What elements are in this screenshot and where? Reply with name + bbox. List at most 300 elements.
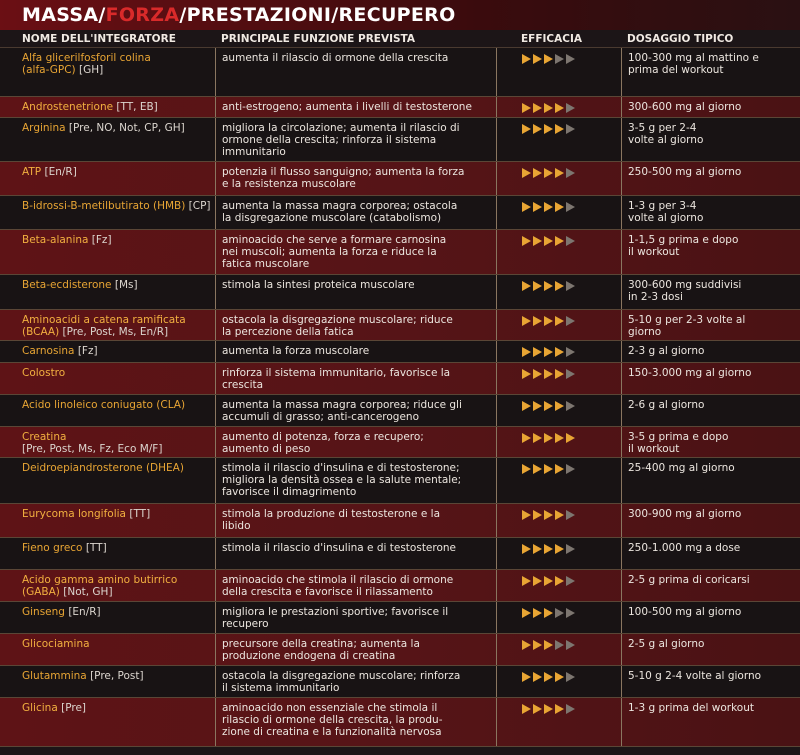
typical-dosage [621, 602, 800, 633]
supplement-tag: [Pre, Post] [90, 670, 144, 682]
function-line: immunitario [222, 146, 286, 159]
arrow-filled-icon [555, 672, 564, 682]
arrow-filled-icon [533, 433, 542, 443]
supplement-tag: [TT] [129, 508, 151, 520]
arrow-filled-icon [533, 608, 542, 618]
dosage-line: 100-300 mg al mattino e [628, 52, 759, 64]
arrow-filled-icon [522, 704, 531, 714]
arrow-empty-icon [555, 54, 564, 64]
function-line: aumento di potenza, forza e recupero; [222, 431, 424, 443]
arrow-filled-icon [555, 510, 564, 520]
efficacy-rating [496, 504, 621, 537]
typical-dosage [621, 458, 800, 503]
table-row [0, 395, 800, 427]
arrow-filled-icon [555, 202, 564, 212]
function-line: potenzia il flusso sanguigno; aumenta la forza [222, 166, 465, 178]
typical-dosage [621, 310, 800, 340]
arrow-filled-icon [555, 704, 564, 714]
arrow-filled-icon [555, 464, 564, 474]
table-row [0, 634, 800, 666]
dosage-line: 100-500 mg al giorno [628, 606, 742, 618]
table-row [0, 341, 800, 363]
arrow-filled-icon [555, 347, 564, 357]
arrow-filled-icon [544, 576, 553, 586]
arrow-filled-icon [555, 544, 564, 554]
arrow-empty-icon [566, 236, 575, 246]
efficacy-rating [496, 196, 621, 229]
arrow-filled-icon [544, 54, 553, 64]
arrow-filled-icon [522, 510, 531, 520]
table-row [0, 666, 800, 698]
table-row [0, 230, 800, 275]
typical-dosage [621, 634, 800, 665]
table-row [0, 570, 800, 602]
supplement-name [0, 666, 215, 697]
typical-dosage [621, 666, 800, 697]
supplement-name-line1: Deidroepiandrosterone (DHEA) [22, 462, 184, 474]
arrow-filled-icon [533, 168, 542, 178]
supplement-name [0, 538, 215, 569]
arrow-filled-icon [533, 576, 542, 586]
supplement-name-line1: Androstenetrione [22, 101, 114, 113]
arrow-filled-icon [533, 369, 542, 379]
function-line: precursore della creatina; aumenta la [222, 638, 420, 650]
arrow-filled-icon [544, 236, 553, 246]
function-line: aumenta la massa magra corporea; riduce gli [222, 399, 462, 411]
function-line: la disgregazione muscolare (catabolismo) [222, 212, 442, 225]
function-line: ostacola la disgregazione muscolare; riduce [222, 314, 453, 326]
supplement-function [215, 275, 496, 309]
supplement-name-line1: Aminoacidi a catena ramificata [22, 314, 186, 326]
supplement-name-line1: Colostro [22, 367, 66, 379]
supplement-name [0, 504, 215, 537]
function-line: migliora la circolazione; aumenta il rilascio di [222, 122, 460, 134]
function-line: rinforza il sistema immunitario, favorisce la [222, 367, 451, 379]
typical-dosage [621, 538, 800, 569]
arrow-filled-icon [544, 433, 553, 443]
arrow-empty-icon [566, 54, 575, 64]
arrow-filled-icon [533, 347, 542, 357]
dosage-line: 300-600 mg al giorno [628, 101, 742, 113]
function-line: aumenta il rilascio di ormone della crescita [222, 52, 449, 64]
supplement-tag: [Pre, NO, Not, CP, GH] [68, 122, 185, 134]
supplement-function [215, 97, 496, 117]
arrow-empty-icon [566, 544, 575, 554]
arrow-filled-icon [544, 103, 553, 113]
function-line: la percezione della fatica [222, 326, 354, 339]
arrow-empty-icon [566, 704, 575, 714]
page-title [0, 0, 800, 30]
supplement-function [215, 310, 496, 340]
supplement-function [215, 427, 496, 457]
dosage-line: 2-5 g prima di coricarsi [628, 574, 750, 586]
table-row [0, 310, 800, 341]
title-part-massa: MASSA/ [22, 4, 106, 26]
efficacy-rating [496, 395, 621, 426]
supplement-function [215, 395, 496, 426]
supplement-name [0, 634, 215, 665]
supplement-name [0, 395, 215, 426]
function-line: accumuli di grasso; anti-cancerogeno [222, 411, 419, 424]
arrow-filled-icon [555, 401, 564, 411]
arrow-filled-icon [522, 316, 531, 326]
arrow-filled-icon [522, 672, 531, 682]
header-efficacy: EFFICACIA [521, 32, 582, 45]
dosage-line: 3-5 g prima e dopo [628, 431, 729, 443]
supplement-function [215, 634, 496, 665]
arrow-empty-icon [566, 608, 575, 618]
table-row [0, 118, 800, 162]
arrow-filled-icon [533, 672, 542, 682]
supplement-tag: [GH] [79, 64, 104, 77]
dosage-line: il workout [628, 246, 680, 259]
efficacy-rating [496, 570, 621, 601]
function-line: crescita [222, 379, 264, 392]
supplement-function [215, 230, 496, 274]
table-row [0, 602, 800, 634]
arrow-filled-icon [522, 347, 531, 357]
supplement-name-line1: ATP [22, 166, 42, 178]
dosage-line: volte al giorno [628, 134, 704, 147]
function-line: aumenta la massa magra corporea; ostacola [222, 200, 458, 212]
arrow-filled-icon [533, 236, 542, 246]
supplement-name-line1: Creatina [22, 431, 67, 443]
function-line: stimola il rilascio d'insulina e di testosterone; [222, 462, 460, 474]
supplement-name-line1: Acido gamma amino butirrico [22, 574, 178, 586]
supplement-tag: [En/R] [68, 606, 101, 618]
typical-dosage [621, 275, 800, 309]
supplement-tag: [TT] [85, 542, 107, 554]
dosage-line: 1-3 g prima del workout [628, 702, 754, 714]
supplement-name [0, 230, 215, 274]
table-row [0, 504, 800, 538]
dosage-line: 1-1,5 g prima e dopo [628, 234, 739, 246]
supplement-function [215, 48, 496, 96]
typical-dosage [621, 97, 800, 117]
supplement-name-line1: Glutammina [22, 670, 87, 682]
table-row [0, 48, 800, 97]
arrow-filled-icon [533, 640, 542, 650]
arrow-filled-icon [522, 281, 531, 291]
arrow-empty-icon [555, 640, 564, 650]
efficacy-rating [496, 48, 621, 96]
arrow-filled-icon [544, 640, 553, 650]
arrow-empty-icon [566, 168, 575, 178]
typical-dosage [621, 570, 800, 601]
arrow-empty-icon [566, 401, 575, 411]
supplement-name [0, 698, 215, 746]
arrow-filled-icon [533, 54, 542, 64]
dosage-line: 25-400 mg al giorno [628, 462, 735, 474]
arrow-filled-icon [533, 316, 542, 326]
arrow-filled-icon [555, 576, 564, 586]
function-line: stimola il rilascio d'insulina e di testosterone [222, 542, 457, 554]
supplement-name [0, 341, 215, 362]
function-line: il sistema immunitario [222, 682, 340, 695]
arrow-filled-icon [555, 168, 564, 178]
efficacy-rating [496, 230, 621, 274]
efficacy-rating [496, 538, 621, 569]
header-dosage: DOSAGGIO TIPICO [627, 32, 734, 45]
dosage-line: 250-500 mg al giorno [628, 166, 742, 178]
supplement-name [0, 602, 215, 633]
function-line: stimola la produzione di testosterone e la [222, 508, 441, 520]
supplement-tag: [Fz] [91, 234, 112, 246]
arrow-filled-icon [522, 640, 531, 650]
table-row [0, 196, 800, 230]
arrow-filled-icon [566, 433, 575, 443]
arrow-filled-icon [522, 103, 531, 113]
supplement-name-line2: (alfa-GPC) [22, 64, 76, 77]
arrow-filled-icon [544, 464, 553, 474]
arrow-filled-icon [533, 704, 542, 714]
function-line: fatica muscolare [222, 258, 310, 271]
arrow-filled-icon [522, 401, 531, 411]
efficacy-rating [496, 310, 621, 340]
dosage-line: 300-600 mg suddivisi [628, 279, 742, 291]
arrow-filled-icon [544, 704, 553, 714]
arrow-empty-icon [566, 576, 575, 586]
dosage-line: 2-5 g al giorno [628, 638, 705, 650]
supplement-function [215, 458, 496, 503]
function-line: zione di creatina e la funzionalità nervosa [222, 726, 442, 739]
table-row [0, 162, 800, 196]
arrow-filled-icon [522, 236, 531, 246]
typical-dosage [621, 395, 800, 426]
function-line: libido [222, 520, 251, 533]
arrow-filled-icon [555, 281, 564, 291]
arrow-filled-icon [533, 510, 542, 520]
table-row [0, 275, 800, 310]
arrow-filled-icon [522, 168, 531, 178]
dosage-line: 2-3 g al giorno [628, 345, 705, 357]
supplement-name [0, 458, 215, 503]
supplement-function [215, 162, 496, 195]
arrow-filled-icon [544, 347, 553, 357]
supplement-name-line1: Glicina [22, 702, 58, 714]
supplement-function [215, 666, 496, 697]
efficacy-rating [496, 634, 621, 665]
function-line: recupero [222, 618, 269, 631]
dosage-line: 3-5 g per 2-4 [628, 122, 697, 134]
arrow-filled-icon [544, 510, 553, 520]
table-row [0, 97, 800, 118]
supplement-function [215, 118, 496, 161]
arrow-empty-icon [566, 640, 575, 650]
arrow-empty-icon [566, 316, 575, 326]
function-line: migliora le prestazioni sportive; favorisce il [222, 606, 449, 618]
supplement-name-line1: Ginseng [22, 606, 65, 618]
supplement-name-line1: Alfa glicerilfosforil colina [22, 52, 151, 64]
supplement-name [0, 48, 215, 96]
arrow-filled-icon [533, 464, 542, 474]
supplement-function [215, 570, 496, 601]
efficacy-rating [496, 97, 621, 117]
arrow-filled-icon [555, 369, 564, 379]
efficacy-rating [496, 666, 621, 697]
arrow-empty-icon [566, 202, 575, 212]
dosage-line: prima del workout [628, 64, 724, 77]
table-body [0, 48, 800, 747]
header-name: NOME DELL'INTEGRATORE [22, 32, 176, 45]
dosage-line: volte al giorno [628, 212, 704, 225]
function-line: e la resistenza muscolare [222, 178, 356, 191]
arrow-filled-icon [544, 672, 553, 682]
arrow-filled-icon [555, 124, 564, 134]
supplement-name [0, 275, 215, 309]
function-line: aminoacido che serve a formare carnosina [222, 234, 447, 246]
function-line: produzione endogena di creatina [222, 650, 396, 663]
efficacy-rating [496, 698, 621, 746]
title-part-forza: FORZA [105, 4, 180, 26]
arrow-filled-icon [555, 433, 564, 443]
function-line: stimola la sintesi proteica muscolare [222, 279, 415, 291]
typical-dosage [621, 196, 800, 229]
supplement-name-line2: (BCAA) [22, 326, 60, 339]
arrow-filled-icon [522, 433, 531, 443]
efficacy-rating [496, 427, 621, 457]
arrow-filled-icon [522, 464, 531, 474]
table-row [0, 427, 800, 458]
dosage-line: giorno [628, 326, 662, 339]
arrow-filled-icon [533, 281, 542, 291]
supplement-name [0, 427, 215, 457]
supplement-name [0, 196, 215, 229]
supplement-tag: [En/R] [44, 166, 77, 178]
typical-dosage [621, 363, 800, 394]
supplement-function [215, 698, 496, 746]
arrow-filled-icon [533, 202, 542, 212]
table-row [0, 458, 800, 504]
supplement-name-line1: Arginina [22, 122, 66, 134]
supplement-function [215, 538, 496, 569]
supplement-function [215, 602, 496, 633]
header-function: PRINCIPALE FUNZIONE PREVISTA [221, 32, 416, 45]
arrow-filled-icon [555, 236, 564, 246]
arrow-filled-icon [533, 103, 542, 113]
supplement-name-line1: B-idrossi-B-metilbutirato (HMB) [22, 200, 186, 212]
arrow-filled-icon [522, 608, 531, 618]
arrow-filled-icon [544, 281, 553, 291]
typical-dosage [621, 48, 800, 96]
arrow-filled-icon [533, 124, 542, 134]
efficacy-rating [496, 275, 621, 309]
supplement-name [0, 162, 215, 195]
arrow-filled-icon [522, 576, 531, 586]
supplement-tag: [Pre, Post, Ms, En/R] [62, 326, 169, 339]
supplement-tag: [Fz] [77, 345, 98, 357]
typical-dosage [621, 504, 800, 537]
supplement-name-line1: Eurycoma longifolia [22, 508, 126, 520]
arrow-filled-icon [533, 544, 542, 554]
supplement-name-line2: (GABA) [22, 586, 60, 599]
typical-dosage [621, 427, 800, 457]
arrow-empty-icon [555, 608, 564, 618]
function-line: migliora la densità ossea e la salute mentale; [222, 474, 462, 487]
arrow-filled-icon [544, 202, 553, 212]
arrow-empty-icon [566, 347, 575, 357]
function-line: ormone della crescita; rinforza il sistema [222, 134, 437, 147]
dosage-line: 1-3 g per 3-4 [628, 200, 697, 212]
arrow-filled-icon [544, 168, 553, 178]
table-row [0, 363, 800, 395]
arrow-empty-icon [566, 510, 575, 520]
function-line: ostacola la disgregazione muscolare; rinforza [222, 670, 461, 682]
supplement-function [215, 341, 496, 362]
arrow-filled-icon [522, 124, 531, 134]
arrow-empty-icon [566, 464, 575, 474]
function-line: della crescita e favorisce il rilassamento [222, 586, 433, 599]
supplement-name-line1: Beta-ecdisterone [22, 279, 112, 291]
arrow-empty-icon [566, 672, 575, 682]
typical-dosage [621, 230, 800, 274]
dosage-line: 250-1.000 mg a dose [628, 542, 741, 554]
dosage-line: in 2-3 dosi [628, 291, 683, 304]
arrow-filled-icon [544, 544, 553, 554]
efficacy-rating [496, 162, 621, 195]
supplement-name-line1: Glicociamina [22, 638, 90, 650]
supplement-function [215, 504, 496, 537]
table-row [0, 698, 800, 747]
supplement-tag: [TT, EB] [116, 101, 158, 113]
supplement-tag: [CP] [188, 200, 211, 212]
supplement-tag: [Not, GH] [63, 586, 113, 599]
dosage-line: 150-3.000 mg al giorno [628, 367, 752, 379]
arrow-empty-icon [566, 103, 575, 113]
function-line: favorisce il dimagrimento [222, 486, 357, 499]
arrow-filled-icon [522, 202, 531, 212]
arrow-filled-icon [544, 124, 553, 134]
efficacy-rating [496, 458, 621, 503]
function-line: aumenta la forza muscolare [222, 345, 370, 357]
arrow-filled-icon [544, 316, 553, 326]
arrow-filled-icon [555, 316, 564, 326]
arrow-filled-icon [522, 369, 531, 379]
arrow-empty-icon [566, 369, 575, 379]
arrow-filled-icon [544, 401, 553, 411]
supplement-tag: [Pre, Post, Ms, Fz, Eco M/F] [22, 443, 163, 456]
typical-dosage [621, 341, 800, 362]
dosage-line: 300-900 mg al giorno [628, 508, 742, 520]
arrow-filled-icon [533, 401, 542, 411]
function-line: anti-estrogeno; aumenta i livelli di testosterone [222, 101, 472, 113]
arrow-filled-icon [522, 54, 531, 64]
supplement-name-line1: Carnosina [22, 345, 75, 357]
arrow-filled-icon [555, 103, 564, 113]
efficacy-rating [496, 341, 621, 362]
function-line: aminoacido che stimola il rilascio di ormone [222, 574, 454, 586]
arrow-filled-icon [544, 608, 553, 618]
arrow-filled-icon [522, 544, 531, 554]
arrow-empty-icon [566, 124, 575, 134]
dosage-line: 2-6 g al giorno [628, 399, 705, 411]
efficacy-rating [496, 602, 621, 633]
supplement-name-line1: Beta-alanina [22, 234, 89, 246]
typical-dosage [621, 118, 800, 161]
supplement-name [0, 570, 215, 601]
function-line: aminoacido non essenziale che stimola il [222, 702, 438, 714]
typical-dosage [621, 162, 800, 195]
efficacy-rating [496, 118, 621, 161]
table-row [0, 538, 800, 570]
supplement-function [215, 196, 496, 229]
supplement-name [0, 97, 215, 117]
function-line: nei muscoli; aumenta la forza e riduce la [222, 246, 437, 259]
typical-dosage [621, 698, 800, 746]
supplement-tag: [Ms] [114, 279, 138, 291]
dosage-line: 5-10 g 2-4 volte al giorno [628, 670, 762, 682]
function-line: aumento di peso [222, 443, 311, 456]
